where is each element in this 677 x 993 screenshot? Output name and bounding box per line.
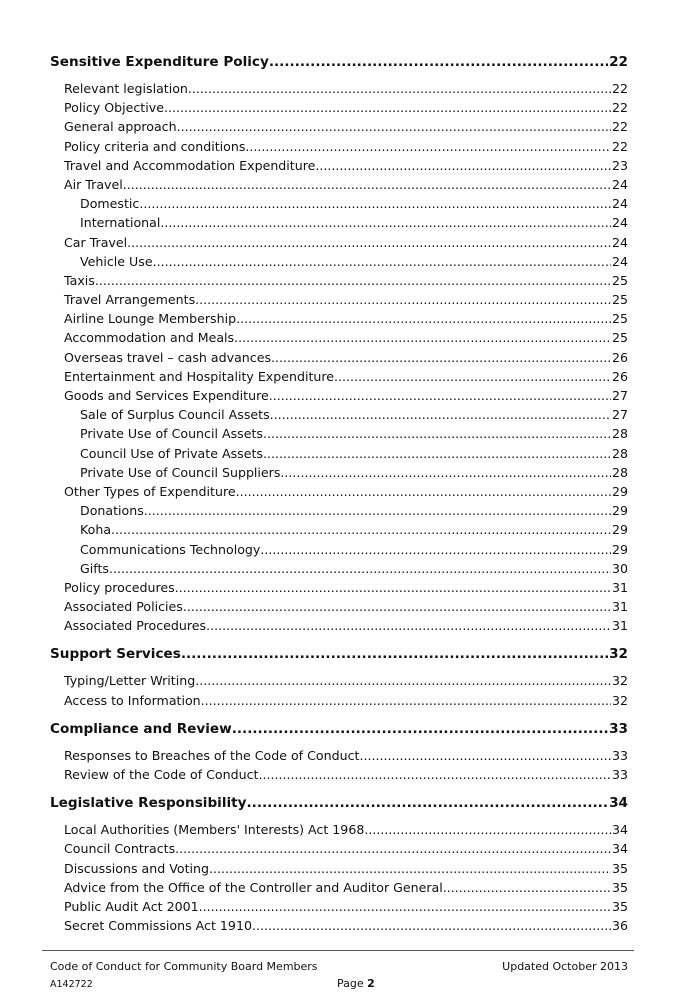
- toc-entry-page: 32: [609, 646, 628, 663]
- toc-entry-page: 33: [611, 767, 628, 782]
- toc-entry-page: 26: [611, 349, 628, 365]
- toc-entry-title: Council Contracts: [64, 841, 176, 857]
- toc-entry-page: 29: [611, 522, 628, 538]
- page-number: 2: [367, 977, 375, 990]
- toc-entry-page: 35: [611, 879, 628, 895]
- toc-entry[interactable]: [50, 897, 628, 916]
- toc-entry[interactable]: [50, 691, 628, 710]
- toc-entry-page: 24: [611, 196, 628, 212]
- toc-entry-title: General approach: [64, 119, 177, 135]
- dot-leader: [258, 765, 611, 784]
- dot-leader: [160, 213, 611, 232]
- toc-entry-title: Airline Lounge Membership: [64, 311, 237, 327]
- toc-entry[interactable]: [50, 386, 628, 405]
- toc-entry-title: Policy criteria and conditions: [64, 138, 246, 154]
- toc-entry-title: Review of the Code of Conduct: [64, 767, 259, 782]
- toc-entry-page: 24: [611, 234, 628, 250]
- toc-entry-title: Compliance and Review: [50, 720, 232, 737]
- dot-leader: [234, 328, 611, 347]
- toc-entry-title: Sensitive Expenditure Policy: [50, 54, 269, 70]
- toc-entry[interactable]: [50, 597, 628, 616]
- toc-entry-page: 35: [611, 898, 628, 914]
- toc-entry-page: 28: [611, 464, 628, 480]
- toc-entry-title: Koha: [80, 522, 112, 538]
- toc-entry-title: Access to Information: [64, 692, 201, 708]
- dot-leader: [263, 424, 611, 443]
- toc-entry-title: Other Types of Expenditure: [64, 483, 236, 499]
- toc-entry[interactable]: [50, 820, 628, 839]
- toc-entry-title: Responses to Breaches of the Code of Conduct: [64, 747, 360, 763]
- toc-entry-page: 36: [611, 918, 628, 934]
- toc-entry-title: Donations: [80, 503, 144, 519]
- page-label: Page: [337, 977, 364, 990]
- toc-entry-page: 29: [611, 503, 628, 519]
- toc-entry-title: Gifts: [80, 560, 109, 576]
- dot-leader: [144, 501, 611, 520]
- toc-entry[interactable]: [50, 578, 628, 597]
- toc-entry-page: 24: [611, 253, 628, 269]
- dot-leader: [232, 719, 608, 739]
- dot-leader: [269, 52, 608, 72]
- toc-entry-title: Taxis: [64, 272, 95, 288]
- dot-leader: [280, 463, 611, 482]
- dot-leader: [260, 540, 611, 559]
- dot-leader: [263, 444, 611, 463]
- toc-entry-title: Council Use of Private Assets: [80, 445, 263, 461]
- dot-leader: [270, 405, 611, 424]
- toc-entry[interactable]: [50, 194, 628, 213]
- toc-entry-title: Support Services: [50, 646, 181, 663]
- toc-entry-title: Local Authorities (Members' Interests) Act 1968: [64, 822, 365, 838]
- toc-entry[interactable]: [50, 233, 628, 252]
- toc-entry-page: 25: [611, 272, 628, 288]
- dot-leader: [443, 878, 611, 897]
- dot-leader: [153, 252, 611, 271]
- toc-entry-page: 31: [611, 599, 628, 615]
- toc-entry-page: 27: [611, 407, 628, 423]
- toc-entry[interactable]: [50, 79, 628, 98]
- toc-entry[interactable]: [50, 482, 628, 501]
- toc-entry-title: Relevant legislation: [64, 81, 188, 96]
- toc-entry[interactable]: [50, 916, 628, 935]
- toc-entry[interactable]: [50, 424, 628, 443]
- toc-entry[interactable]: [50, 328, 628, 347]
- toc-entry-title: Travel and Accommodation Expenditure: [64, 157, 316, 173]
- toc-entry-page: 33: [611, 747, 628, 763]
- toc-entry-page: 34: [609, 795, 628, 812]
- toc-entry-title: Travel Arrangements: [64, 292, 196, 308]
- dot-leader: [199, 897, 611, 916]
- dot-leader: [195, 671, 611, 690]
- toc-entry-page: 22: [609, 54, 628, 70]
- toc-entry-page: 29: [611, 483, 628, 499]
- toc-entry[interactable]: [50, 859, 628, 878]
- toc-entry-title: Overseas travel – cash advances: [64, 349, 272, 365]
- toc-entry-page: 23: [611, 157, 628, 173]
- toc-entry-page: 24: [611, 176, 628, 192]
- dot-leader: [175, 839, 611, 858]
- dot-leader: [195, 290, 611, 309]
- dot-leader: [183, 597, 611, 616]
- toc-entry[interactable]: [50, 616, 628, 635]
- toc-entry-page: 22: [611, 100, 628, 116]
- toc-entry[interactable]: [50, 746, 628, 765]
- toc-entry[interactable]: [50, 463, 628, 482]
- page-footer: [42, 950, 634, 990]
- toc-section-heading[interactable]: [50, 52, 628, 72]
- toc-section-heading[interactable]: [50, 719, 628, 739]
- toc-entry-title: Entertainment and Hospitality Expenditure: [64, 368, 335, 384]
- toc-entry-page: 29: [611, 541, 628, 557]
- table-of-contents: [50, 52, 628, 935]
- toc-entry[interactable]: [50, 156, 628, 175]
- dot-leader: [236, 482, 611, 501]
- toc-entry-page: 35: [611, 860, 628, 876]
- dot-leader: [269, 386, 611, 405]
- toc-entry-title: Vehicle Use: [80, 253, 153, 269]
- toc-entry-page: 30: [611, 560, 628, 576]
- toc-entry-title: Legislative Responsibility: [50, 795, 247, 812]
- footer-updated-date: Updated October 2013: [502, 960, 628, 973]
- dot-leader: [359, 746, 611, 765]
- dot-leader: [364, 820, 611, 839]
- toc-entry[interactable]: [50, 137, 628, 156]
- toc-entry-title: Accommodation and Meals: [64, 330, 235, 346]
- dot-leader: [181, 644, 608, 664]
- toc-entry-title: Domestic: [80, 196, 140, 212]
- toc-entry-title: Discussions and Voting: [64, 860, 209, 876]
- toc-entry-page: 24: [611, 215, 628, 231]
- toc-entry-page: 25: [611, 330, 628, 346]
- toc-entry[interactable]: [50, 765, 628, 784]
- toc-entry-page: 28: [611, 445, 628, 461]
- toc-entry-page: 32: [611, 673, 628, 689]
- dot-leader: [123, 175, 611, 194]
- dot-leader: [334, 367, 611, 386]
- toc-entry-page: 25: [611, 292, 628, 308]
- dot-leader: [111, 520, 611, 539]
- toc-entry-page: 28: [611, 426, 628, 442]
- toc-entry-page: 27: [611, 388, 628, 403]
- toc-entry-title: Communications Technology: [80, 541, 261, 557]
- toc-entry-title: Private Use of Council Suppliers: [80, 464, 281, 480]
- toc-entry[interactable]: [50, 175, 628, 194]
- dot-leader: [315, 156, 611, 175]
- dot-leader: [139, 194, 611, 213]
- toc-entry[interactable]: [50, 839, 628, 858]
- footer-document-title: Code of Conduct for Community Board Members: [50, 960, 318, 973]
- toc-entry-title: Sale of Surplus Council Assets: [80, 407, 270, 423]
- toc-entry-title: Policy Objective: [64, 100, 164, 116]
- toc-entry-page: 31: [611, 579, 628, 595]
- toc-entry-page: 34: [611, 841, 628, 857]
- toc-entry-title: Car Travel: [64, 234, 128, 250]
- toc-entry-title: Goods and Services Expenditure: [64, 388, 269, 403]
- footer-page-number: [337, 977, 375, 990]
- toc-entry-page: 32: [611, 692, 628, 708]
- toc-entry[interactable]: [50, 252, 628, 271]
- toc-entry-title: Advice from the Office of the Controller and Auditor General: [64, 879, 443, 895]
- dot-leader: [271, 348, 611, 367]
- toc-entry-title: Associated Procedures: [64, 618, 207, 634]
- toc-entry-page: 33: [609, 720, 628, 737]
- toc-entry[interactable]: [50, 213, 628, 232]
- toc-section-heading[interactable]: [50, 644, 628, 664]
- toc-entry[interactable]: [50, 367, 628, 386]
- dot-leader: [252, 916, 611, 935]
- dot-leader: [209, 859, 611, 878]
- toc-entry[interactable]: [50, 290, 628, 309]
- toc-entry[interactable]: [50, 540, 628, 559]
- toc-entry[interactable]: [50, 444, 628, 463]
- toc-entry-title: Policy procedures: [64, 579, 175, 595]
- dot-leader: [177, 117, 611, 136]
- dot-leader: [109, 559, 611, 578]
- toc-entry-page: 31: [611, 618, 628, 634]
- footer-document-reference: A142722: [50, 979, 93, 990]
- dot-leader: [164, 98, 611, 117]
- toc-entry[interactable]: [50, 348, 628, 367]
- toc-entry-page: 26: [611, 368, 628, 384]
- toc-entry-title: Public Audit Act 2001: [64, 898, 199, 914]
- dot-leader: [188, 79, 611, 98]
- dot-leader: [95, 271, 611, 290]
- toc-entry[interactable]: [50, 878, 628, 897]
- toc-entry-title: Secret Commissions Act 1910: [64, 918, 252, 934]
- toc-entry-title: Typing/Letter Writing: [64, 673, 196, 689]
- dot-leader: [201, 691, 611, 710]
- toc-entry-page: 22: [611, 138, 628, 154]
- toc-entry[interactable]: [50, 520, 628, 539]
- toc-entry[interactable]: [50, 117, 628, 136]
- toc-entry-title: Private Use of Council Assets: [80, 426, 263, 442]
- dot-leader: [127, 233, 611, 252]
- dot-leader: [245, 137, 611, 156]
- toc-entry-page: 34: [611, 822, 628, 838]
- toc-entry[interactable]: [50, 501, 628, 520]
- toc-entry[interactable]: [50, 309, 628, 328]
- toc-entry-page: 22: [611, 119, 628, 135]
- toc-entry[interactable]: [50, 671, 628, 690]
- dot-leader: [236, 309, 611, 328]
- toc-entry-page: 22: [611, 81, 628, 96]
- toc-entry[interactable]: [50, 559, 628, 578]
- toc-entry[interactable]: [50, 405, 628, 424]
- toc-entry-title: Associated Policies: [64, 599, 183, 615]
- toc-entry-title: Air Travel: [64, 176, 123, 192]
- dot-leader: [206, 616, 611, 635]
- dot-leader: [247, 793, 609, 813]
- dot-leader: [175, 578, 611, 597]
- toc-entry[interactable]: [50, 98, 628, 117]
- toc-entry-title: International: [80, 215, 161, 231]
- toc-entry[interactable]: [50, 271, 628, 290]
- toc-entry-page: 25: [611, 311, 628, 327]
- toc-section-heading[interactable]: [50, 793, 628, 813]
